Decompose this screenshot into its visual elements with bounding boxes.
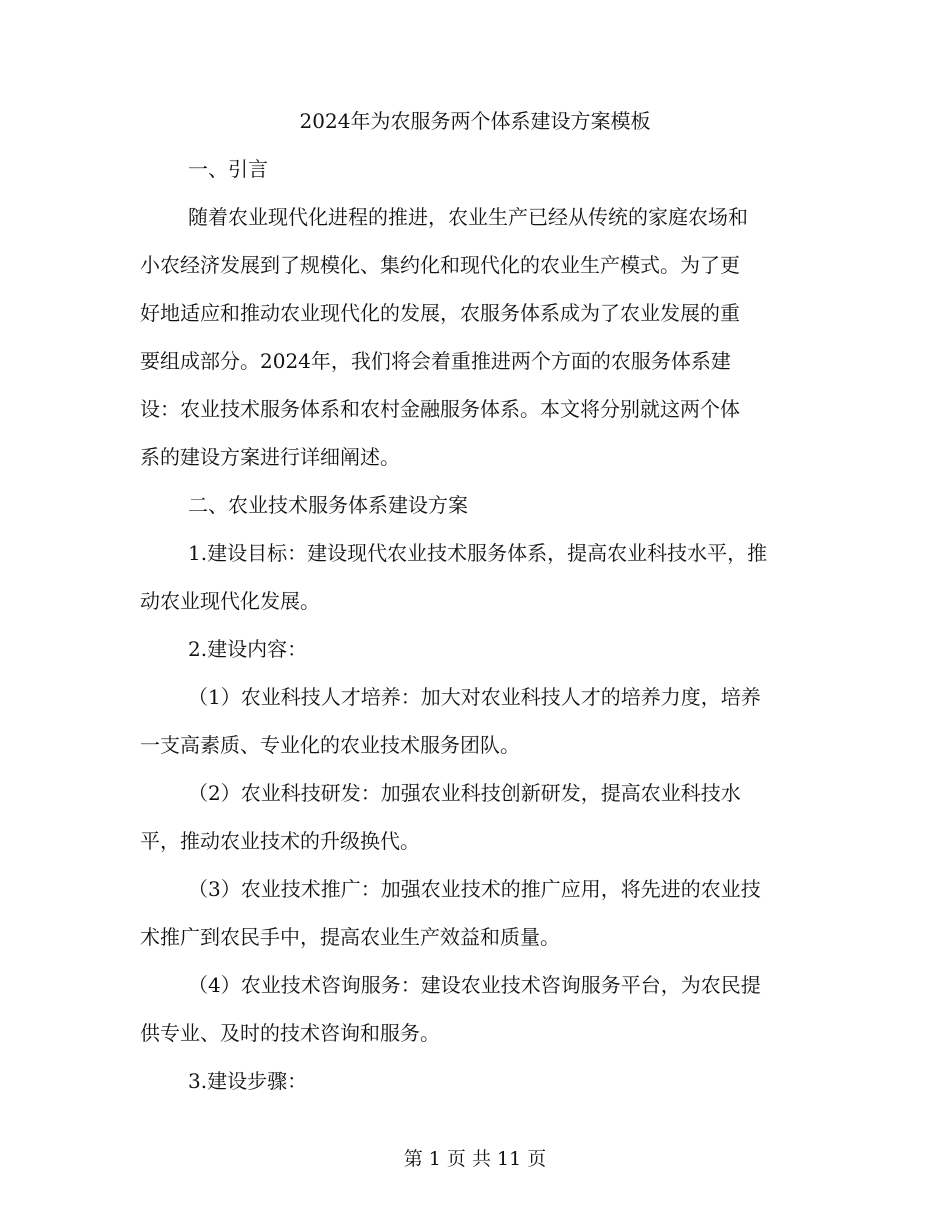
item-2-line-1: （2）农业科技研发：加强农业科技创新研发，提高农业科技水 — [188, 781, 741, 805]
item-3-line-1: （3）农业技术推广：加强农业技术的推广应用，将先进的农业技 — [188, 877, 761, 901]
intro-paragraph-line-6: 系的建设方案进行详细阐述。 — [140, 445, 400, 469]
page-number-footer: 第 1 页 共 11 页 — [403, 1148, 547, 1170]
goal-line-1: 1.建设目标：建设现代农业技术服务体系，提高农业科技水平，推 — [188, 541, 768, 565]
item-4-line-1: （4）农业技术咨询服务：建设农业技术咨询服务平台，为农民提 — [188, 973, 761, 997]
document-title: 2024年为农服务两个体系建设方案模板 — [299, 109, 651, 133]
content-heading: 2.建设内容： — [188, 637, 308, 661]
item-1-line-1: （1）农业科技人才培养：加大对农业科技人才的培养力度，培养 — [188, 685, 761, 709]
item-2-line-2: 平，推动农业技术的升级换代。 — [140, 829, 420, 853]
intro-paragraph-line-1: 随着农业现代化进程的推进，农业生产已经从传统的家庭农场和 — [188, 205, 748, 229]
intro-paragraph-line-3: 好地适应和推动农业现代化的发展，农服务体系成为了农业发展的重 — [140, 301, 740, 325]
item-3-line-2: 术推广到农民手中，提高农业生产效益和质量。 — [140, 925, 560, 949]
intro-paragraph-line-2: 小农经济发展到了规模化、集约化和现代化的农业生产模式。为了更 — [140, 253, 740, 277]
intro-paragraph-line-4: 要组成部分。2024年，我们将会着重推进两个方面的农服务体系建 — [140, 349, 731, 373]
steps-heading: 3.建设步骤： — [188, 1069, 308, 1093]
item-1-line-2: 一支高素质、专业化的农业技术服务团队。 — [140, 733, 520, 757]
item-4-line-2: 供专业、及时的技术咨询和服务。 — [140, 1021, 440, 1045]
section-heading-tech-service: 二、农业技术服务体系建设方案 — [188, 493, 468, 517]
intro-paragraph-line-5: 设：农业技术服务体系和农村金融服务体系。本文将分别就这两个体 — [140, 397, 740, 421]
section-heading-introduction: 一、引言 — [188, 157, 268, 181]
goal-line-2: 动农业现代化发展。 — [140, 589, 320, 613]
